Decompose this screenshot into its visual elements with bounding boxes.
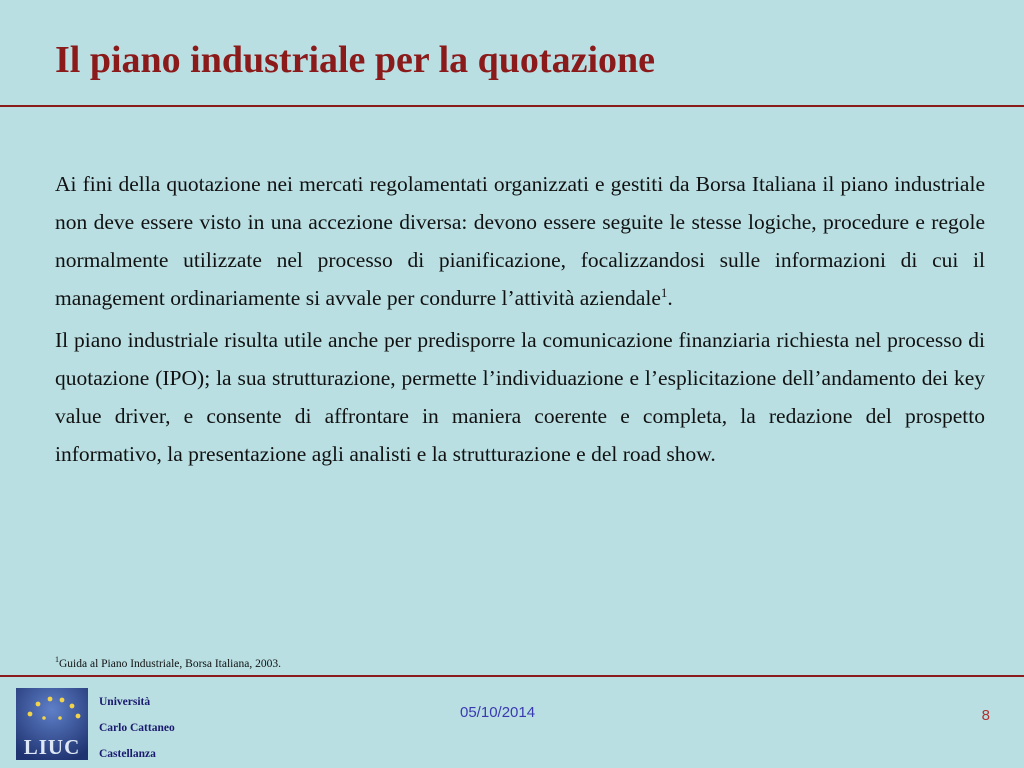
university-line-3: Castellanza bbox=[99, 748, 156, 760]
logo-text: LIUC bbox=[23, 735, 81, 759]
footnote-text: Guida al Piano Industriale, Borsa Italiana, 2003. bbox=[59, 657, 281, 670]
paragraph-2-text: Il piano industriale risulta utile anche per predisporre la comunicazione finanziaria richiesta nel processo di quotazione (IPO); la sua strutturazione, permette l’individuazione e l’esplicitazione dell’andamento dei key value driver, e consente di affrontare in maniera coerente e completa, la redazione del prospetto informativo, la presentazione agli analisti e la strutturazione e del road show. bbox=[55, 328, 985, 466]
university-name bbox=[99, 689, 175, 767]
slide-body bbox=[55, 165, 985, 477]
page-number: 8 bbox=[981, 707, 990, 724]
slide-title: Il piano industriale per la quotazione bbox=[55, 39, 656, 81]
slide-date: 05/10/2014 bbox=[460, 704, 536, 721]
liuc-logo-icon bbox=[16, 688, 88, 760]
paragraph-1-tail: . bbox=[667, 286, 673, 310]
paragraph-1 bbox=[55, 165, 985, 317]
footnote bbox=[55, 655, 281, 670]
title-divider bbox=[0, 105, 1024, 107]
footnote-reference: 1 bbox=[660, 284, 668, 300]
footer-divider bbox=[0, 675, 1024, 677]
footnote-marker: 1 bbox=[55, 655, 59, 664]
paragraph-1-text: Ai fini della quotazione nei mercati regolamentati organizzati e gestiti da Borsa Italiana il piano industriale non deve essere visto in una accezione diversa: devono essere seguite le stesse logiche, procedure e regole normalmente utilizzate nel processo di pianificazione, focalizzandosi sulle informazioni di cui il management ordinariamente si avvale per condurre l’attività aziendale bbox=[55, 172, 985, 310]
paragraph-2 bbox=[55, 321, 985, 473]
university-line-2: Carlo Cattaneo bbox=[99, 722, 175, 734]
university-line-1: Università bbox=[99, 696, 151, 708]
